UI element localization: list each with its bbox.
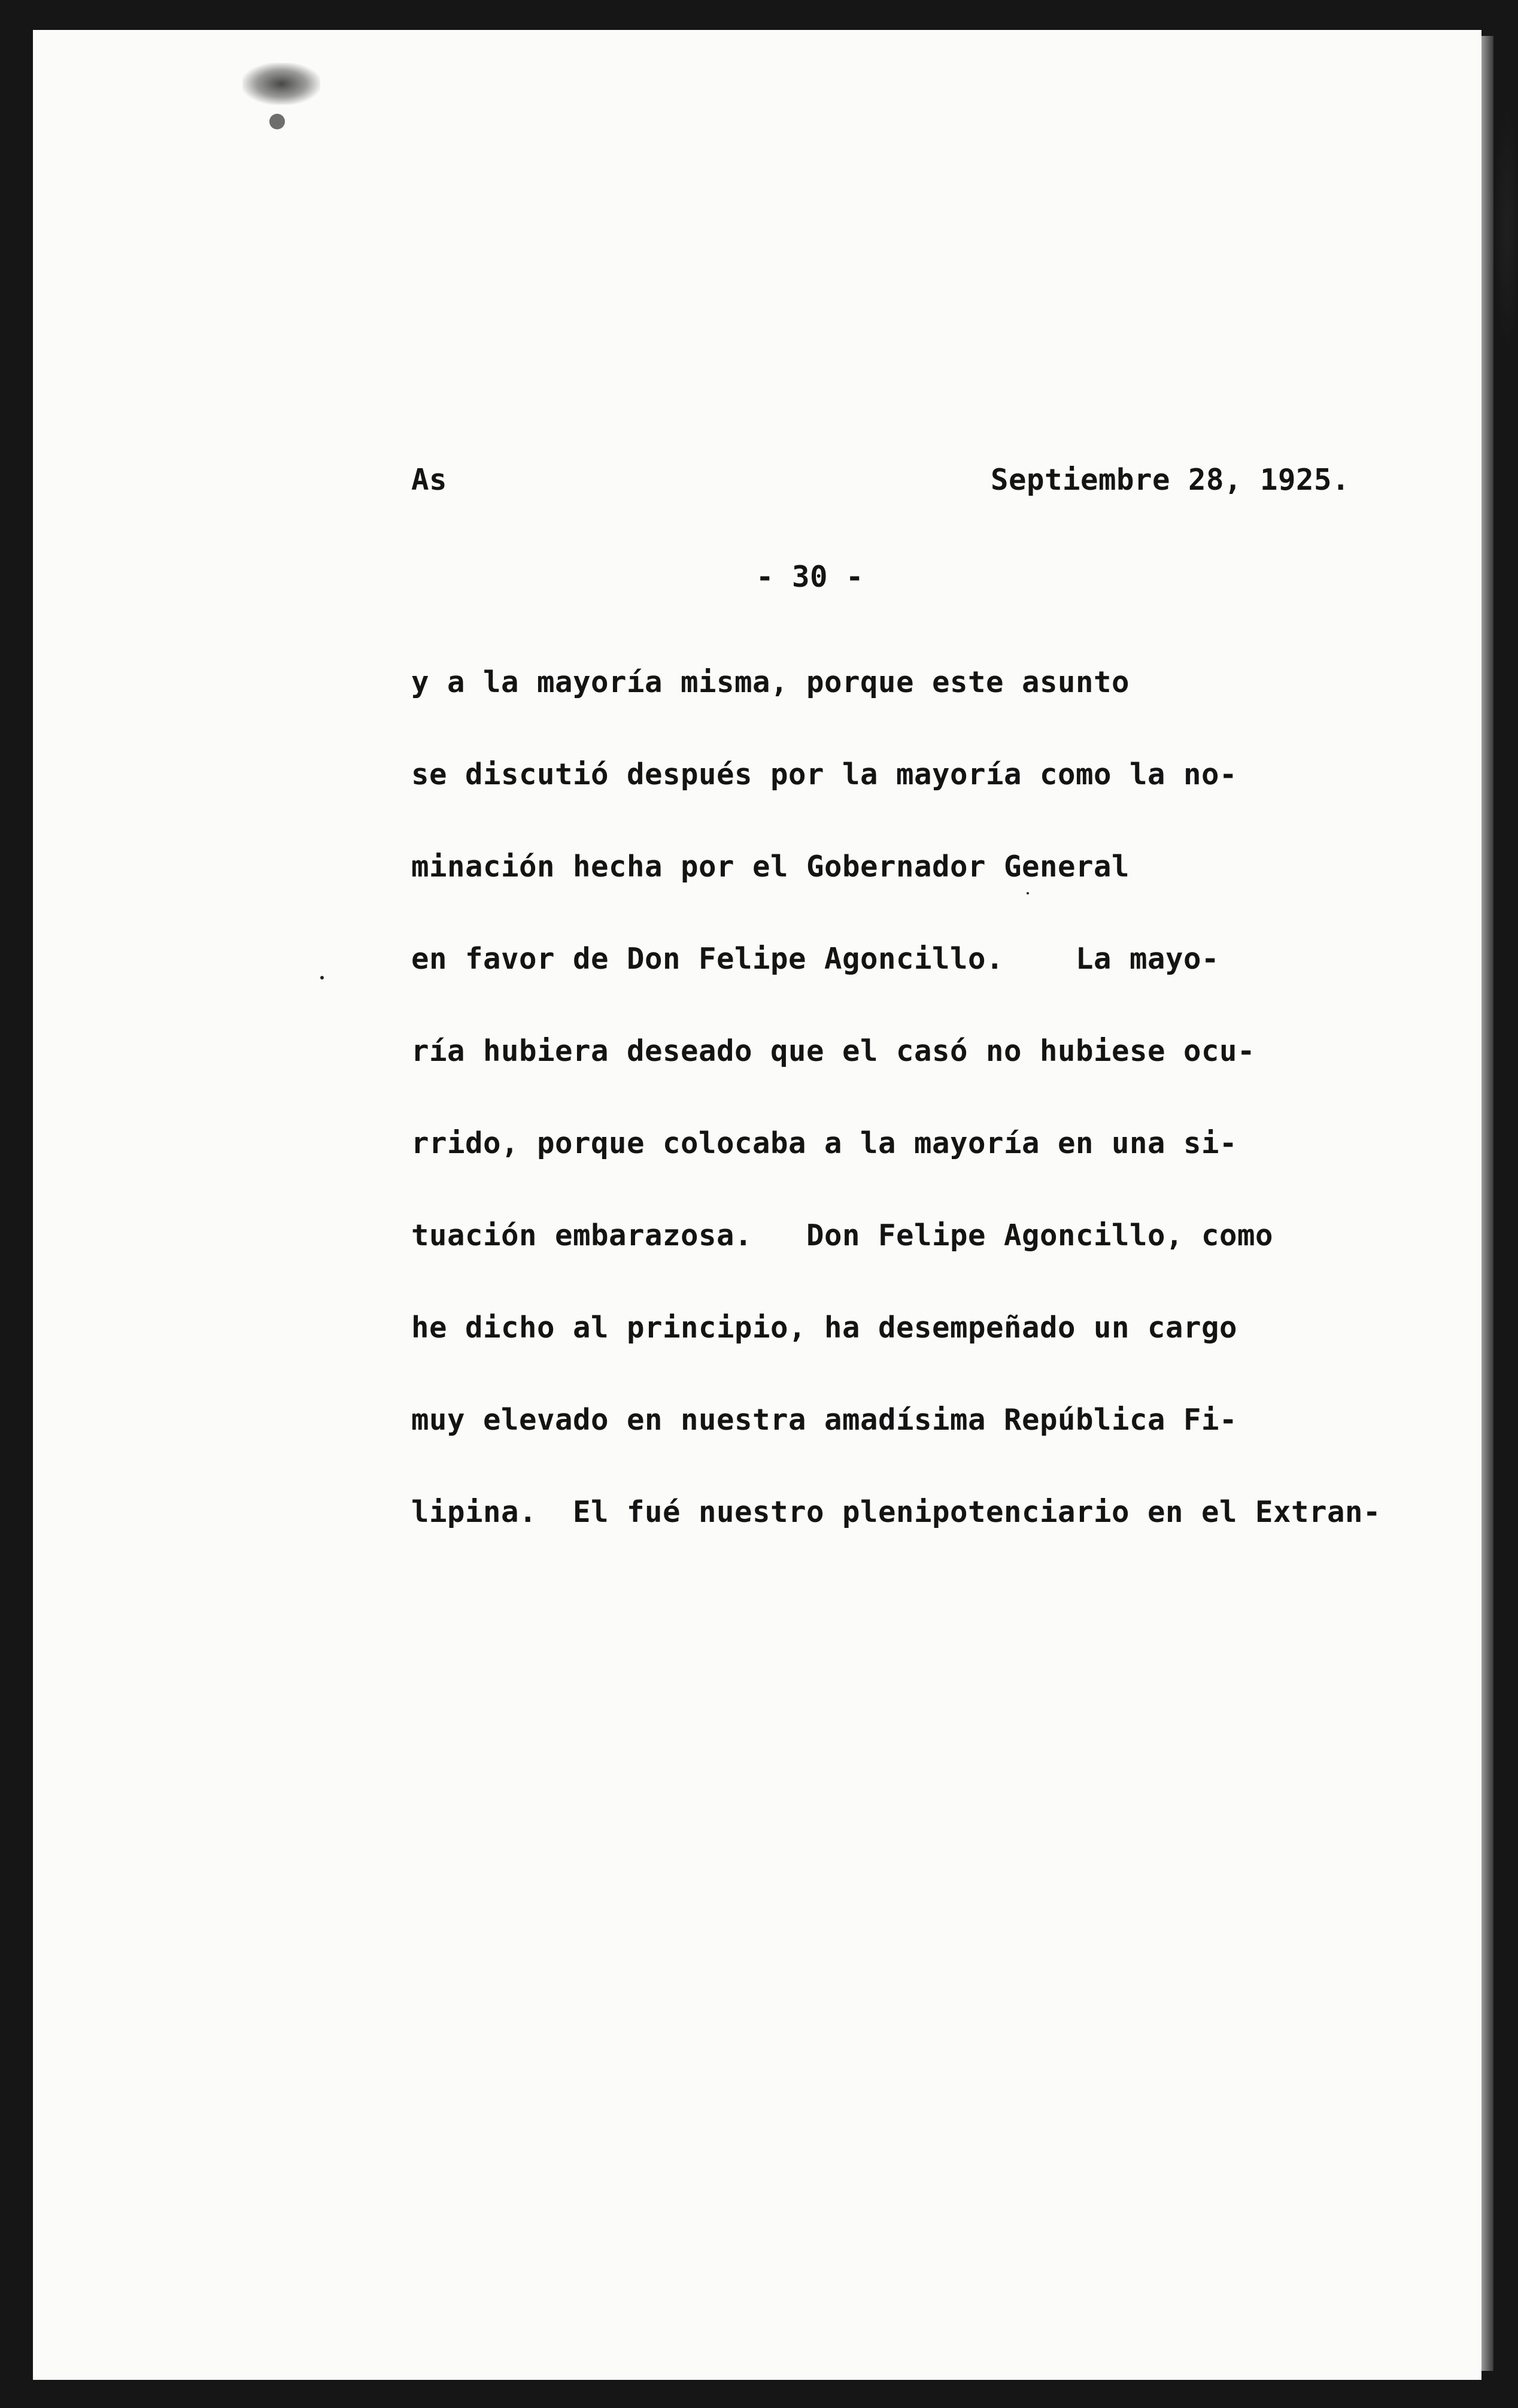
document-date: Septiembre 28, 1925. bbox=[991, 463, 1350, 497]
text-line: minación hecha por el Gobernador General bbox=[411, 850, 1130, 884]
dust-speck bbox=[320, 976, 324, 979]
text-line: tuación embarazosa. Don Felipe Agoncillo, como bbox=[411, 1218, 1274, 1252]
text-line: ría hubiera deseado que el casó no hubiese ocu- bbox=[411, 1034, 1256, 1068]
text-line: lipina. El fué nuestro plenipotenciario en el Extran- bbox=[411, 1495, 1382, 1529]
paper-sheet bbox=[33, 30, 1481, 2380]
ink-smudge bbox=[242, 63, 320, 105]
text-line: y a la mayoría misma, porque este asunto bbox=[411, 665, 1130, 699]
text-line: en favor de Don Felipe Agoncillo. La mayo- bbox=[411, 942, 1220, 976]
text-line: he dicho al principio, ha desempeñado un cargo bbox=[411, 1311, 1238, 1345]
typist-initials: As bbox=[411, 463, 448, 497]
ink-spot bbox=[269, 114, 285, 129]
text-line: se discutió después por la mayoría como la no- bbox=[411, 757, 1238, 791]
text-line: rrido, porque colocaba a la mayoría en una si- bbox=[411, 1126, 1238, 1160]
text-line: muy elevado en nuestra amadísima República Fi- bbox=[411, 1403, 1238, 1437]
edge-shadow bbox=[1493, 102, 1518, 353]
page-edge bbox=[1481, 36, 1493, 2371]
page-number: - 30 - bbox=[756, 560, 864, 594]
typed-body-text bbox=[411, 665, 1399, 1587]
